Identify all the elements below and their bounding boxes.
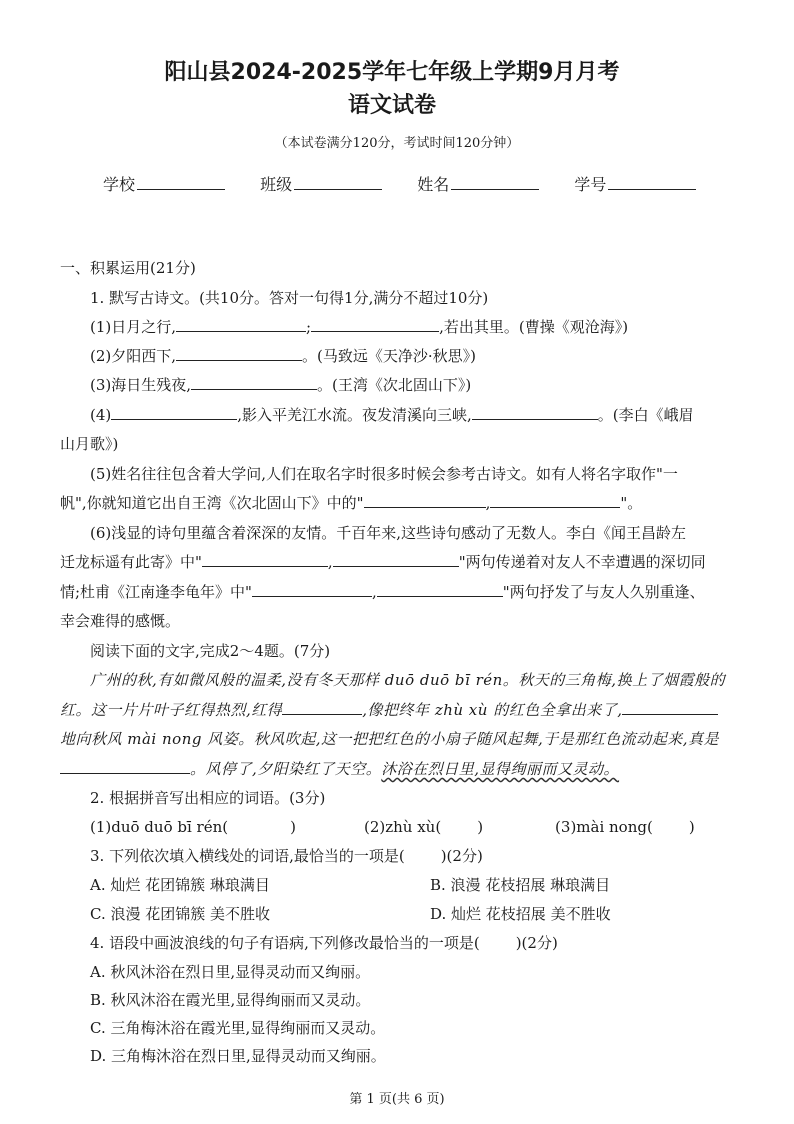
q1-item-6-cont1: 迁龙标遥有此寄》中" , "两句传递着对友人不幸遭遇的深切同: [60, 553, 706, 571]
answer-blank[interactable]: [176, 317, 306, 332]
q1-item-5: (5)姓名往往包含着大学问,人们在取名字时很多时候会参考古诗文。如有人将名字取作"一: [90, 465, 678, 483]
page-footer: 第 1 页(共 6 页): [349, 1092, 445, 1107]
q2-items: (1)duō duō bī rén( ) (2)zhù xù( ) (3)mài nong( ): [90, 818, 695, 836]
q1-item-3: (3)海日生残夜, 。(王湾《次北固山下》): [90, 376, 472, 394]
q4-option-b[interactable]: B. 秋风沐浴在霞光里,显得绚丽而又灵动。: [90, 991, 371, 1009]
q4-option-d[interactable]: D. 三角梅沐浴在烈日里,显得灵动而又绚丽。: [90, 1047, 386, 1065]
student-id-field[interactable]: 学号: [574, 172, 696, 195]
q1-item-2: (2)夕阳西下, 。(马致远《天净沙·秋思》): [90, 347, 477, 365]
name-field[interactable]: 姓名: [417, 172, 539, 195]
answer-blank[interactable]: [311, 317, 439, 332]
q1-item-5-cont: 帆",你就知道它出自王湾《次北固山下》中的" , "。: [60, 494, 643, 512]
q4-option-c[interactable]: C. 三角梅沐浴在霞光里,显得绚丽而又灵动。: [90, 1019, 386, 1037]
q1-intro: 1. 默写古诗文。(共10分。答对一句得1分,满分不超过10分): [90, 289, 489, 307]
q1-item-4: (4) ,影入平羌江水流。夜发清溪向三峡, 。(李白《峨眉: [90, 406, 694, 424]
reading-intro: 阅读下面的文字,完成2～4题。(7分): [90, 642, 331, 660]
q3-option-c[interactable]: C. 浪漫 花团锦簇 美不胜收: [90, 905, 271, 923]
class-field[interactable]: 班级: [260, 172, 382, 195]
answer-blank[interactable]: [622, 700, 718, 715]
student-info-row: [103, 172, 726, 195]
q3-option-a[interactable]: A. 灿烂 花团锦簇 琳琅满目: [90, 876, 270, 894]
q2-stem: 2. 根据拼音写出相应的词语。(3分): [90, 789, 326, 807]
school-field[interactable]: 学校: [103, 172, 225, 195]
answer-blank[interactable]: [377, 582, 503, 597]
answer-blank[interactable]: [191, 375, 317, 390]
q1-item-6-cont3: 幸会难得的感慨。: [60, 612, 181, 630]
q1-item-1: (1)日月之行, ; ,若出其里。(曹操《观沧海》): [90, 318, 629, 336]
reading-passage-line: 。风停了,夕阳染红了天空。沐浴在烈日里,显得绚丽而又灵动。: [60, 759, 619, 779]
q3-stem: 3. 下列依次填入横线处的词语,最恰当的一项是( )(2分): [90, 847, 483, 865]
answer-blank[interactable]: [490, 493, 620, 508]
answer-blank[interactable]: [333, 552, 459, 567]
section-heading: 一、积累运用(21分): [60, 259, 196, 277]
answer-blank[interactable]: [282, 700, 362, 715]
answer-blank[interactable]: [60, 759, 190, 774]
wavy-underlined-sentence: 沐浴在烈日里,显得绚丽而又灵动。: [381, 760, 620, 778]
q4-option-a[interactable]: A. 秋风沐浴在烈日里,显得灵动而又绚丽。: [90, 963, 371, 981]
answer-blank[interactable]: [176, 346, 302, 361]
reading-passage-line: 红。这一片片叶子红得热烈,红得 ,像把终年 zhù xù 的红色全拿出来了,: [60, 700, 718, 720]
q1-item-6-cont2: 情;杜甫《江南逢李龟年》中" , "两句抒发了与友人久别重逢、: [60, 583, 705, 601]
exam-title: 阳山县2024-2025学年七年级上学期9月月考: [164, 60, 620, 85]
answer-blank[interactable]: [472, 405, 598, 420]
q1-item-6: (6)浅显的诗句里蕴含着深深的友情。千百年来,这些诗句感动了无数人。李白《闻王昌龄左: [90, 524, 687, 542]
exam-subject: 语文试卷: [347, 93, 436, 118]
q3-option-d[interactable]: D. 灿烂 花枝招展 美不胜收: [430, 905, 611, 923]
q3-option-b[interactable]: B. 浪漫 花枝招展 琳琅满目: [430, 876, 611, 894]
exam-note: （本试卷满分120分，考试时间120分钟）: [274, 136, 520, 151]
answer-blank[interactable]: [202, 552, 328, 567]
answer-blank[interactable]: [111, 405, 237, 420]
answer-blank[interactable]: [252, 582, 372, 597]
q1-item-4-cont: 山月歌》): [60, 435, 119, 453]
reading-passage-line: 广州的秋,有如微风般的温柔,没有冬天那样 duō duō bī rén。秋天的三角梅,换上了烟霞般的: [90, 671, 726, 689]
q4-stem: 4. 语段中画波浪线的句子有语病,下列修改最恰当的一项是( )(2分): [90, 934, 558, 952]
answer-blank[interactable]: [364, 493, 486, 508]
reading-passage-line: 地向秋风 mài nong 风姿。秋风吹起,这一把把红色的小扇子随风起舞,于是那红色流动起来,真是: [60, 730, 720, 748]
